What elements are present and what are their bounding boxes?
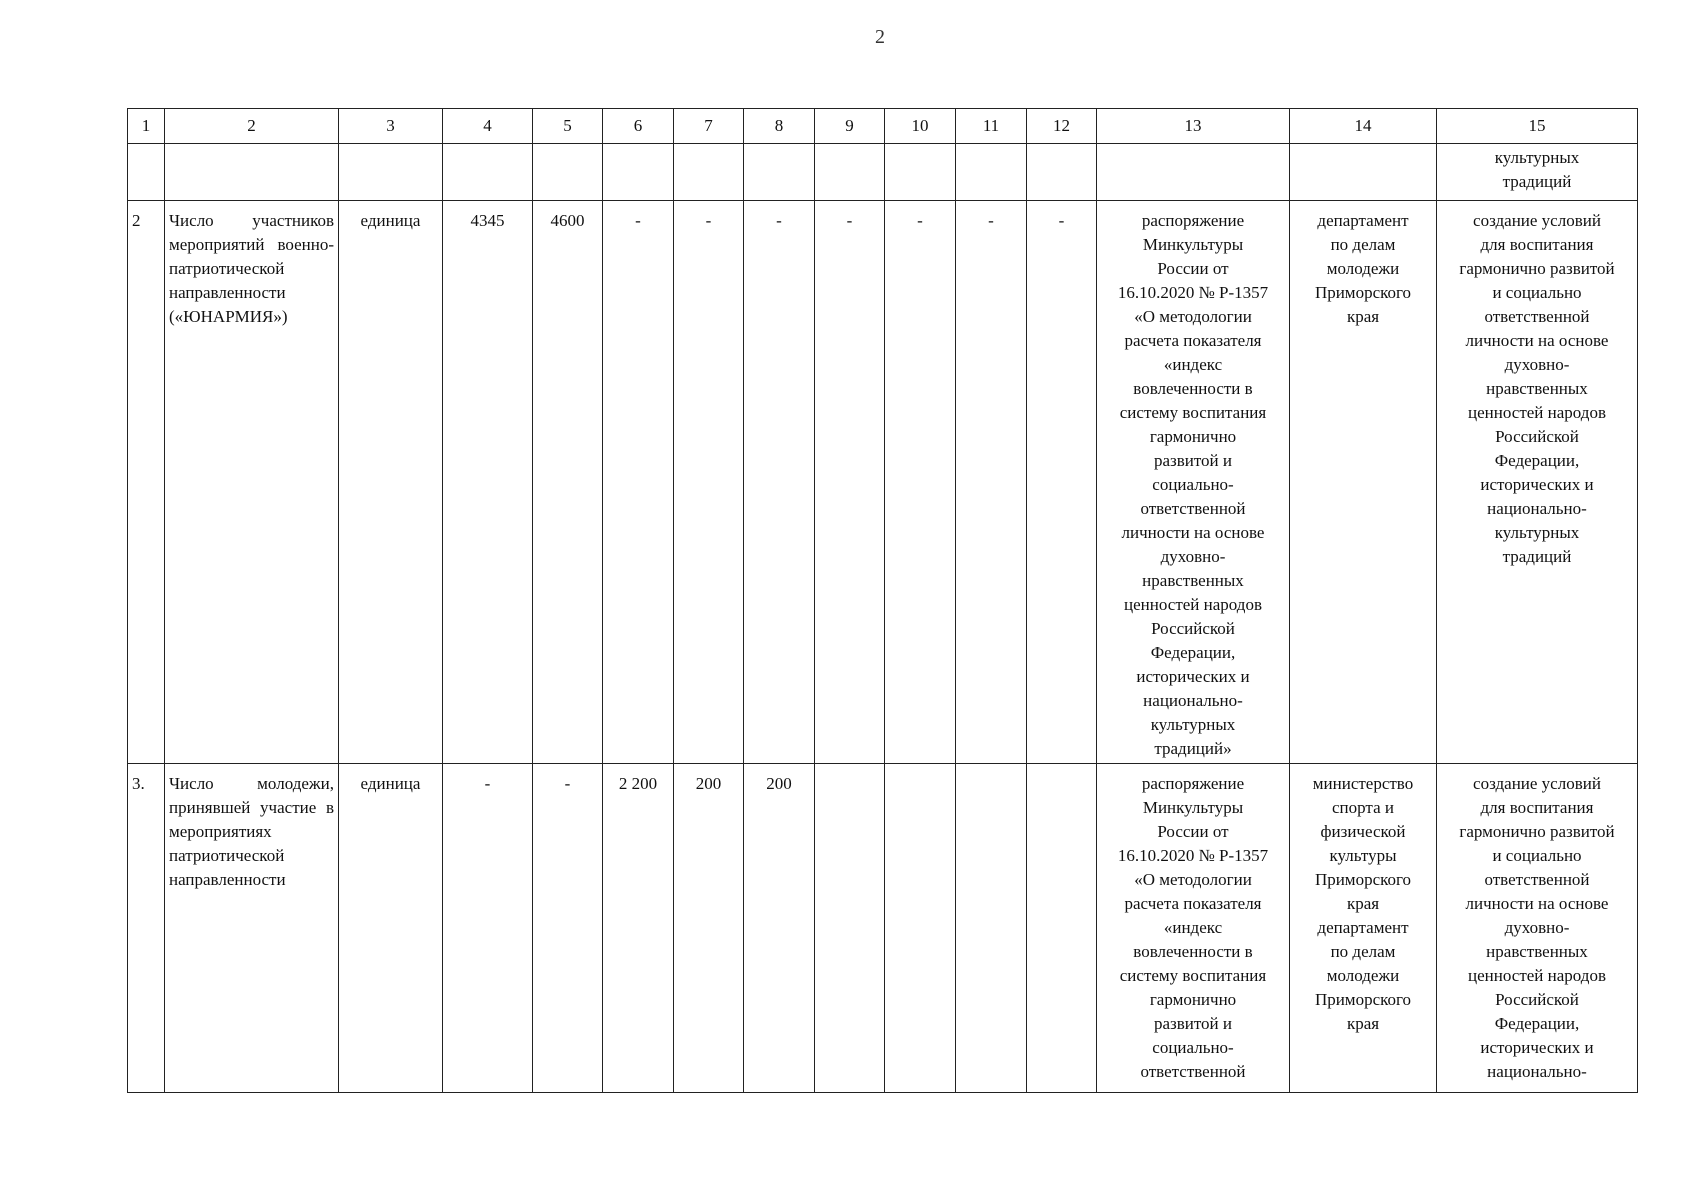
value-cell: - bbox=[443, 764, 533, 1093]
header-cell: 15 bbox=[1437, 109, 1638, 144]
value-cell bbox=[1027, 764, 1097, 1093]
value-cell: - bbox=[815, 201, 885, 764]
indicators-table bbox=[127, 108, 1638, 1093]
header-cell: 1 bbox=[128, 109, 165, 144]
value-cell: - bbox=[1027, 201, 1097, 764]
goal-cell: создание условий для воспитания гармонично развитой и социально ответственной личности на основе духовно- нравственных ценностей народов Российской Федерации, исторических и национально- культурных традиций bbox=[1437, 201, 1638, 764]
table-cell bbox=[533, 144, 603, 201]
value-cell: - bbox=[956, 201, 1027, 764]
responsible-cell: министерство спорта и физической культуры Приморского края департамент по делам молодежи Приморского края bbox=[1290, 764, 1437, 1093]
value-cell: - bbox=[533, 764, 603, 1093]
responsible-cell: департамент по делам молодежи Приморского края bbox=[1290, 201, 1437, 764]
table-cell bbox=[443, 144, 533, 201]
table-cell bbox=[603, 144, 674, 201]
header-cell: 12 bbox=[1027, 109, 1097, 144]
header-cell: 9 bbox=[815, 109, 885, 144]
table-cell bbox=[1027, 144, 1097, 201]
header-cell: 10 bbox=[885, 109, 956, 144]
table-cell bbox=[128, 144, 165, 201]
basis-cell: распоряжение Минкультуры России от 16.10.2020 № Р-1357 «О методологии расчета показателя «индекс вовлеченности в систему воспитания гармонично развитой и социально- ответственной bbox=[1097, 764, 1290, 1093]
indicator-name-cell: Число участников мероприятий военно-патриотической направленности («ЮНАРМИЯ») bbox=[165, 201, 339, 764]
table-cell bbox=[674, 144, 744, 201]
value-cell: - bbox=[885, 201, 956, 764]
header-cell: 14 bbox=[1290, 109, 1437, 144]
value-cell: 200 bbox=[744, 764, 815, 1093]
row-number-cell: 3. bbox=[128, 764, 165, 1093]
row-number-cell: 2 bbox=[128, 201, 165, 764]
value-cell: 4600 bbox=[533, 201, 603, 764]
header-cell: 3 bbox=[339, 109, 443, 144]
table-cell bbox=[744, 144, 815, 201]
value-cell bbox=[885, 764, 956, 1093]
page-number: 2 bbox=[875, 26, 885, 48]
table-row bbox=[128, 764, 1638, 1093]
header-cell: 13 bbox=[1097, 109, 1290, 144]
value-cell: 4345 bbox=[443, 201, 533, 764]
header-cell: 8 bbox=[744, 109, 815, 144]
header-cell: 11 bbox=[956, 109, 1027, 144]
value-cell bbox=[815, 764, 885, 1093]
unit-cell: единица bbox=[339, 201, 443, 764]
unit-cell: единица bbox=[339, 764, 443, 1093]
indicator-name-cell: Число молодежи, принявшей участие в мероприятиях патриотической направленности bbox=[165, 764, 339, 1093]
header-cell: 4 bbox=[443, 109, 533, 144]
header-cell: 5 bbox=[533, 109, 603, 144]
value-cell: 200 bbox=[674, 764, 744, 1093]
table-cell bbox=[1097, 144, 1290, 201]
header-cell: 7 bbox=[674, 109, 744, 144]
continuation-row bbox=[128, 144, 1638, 201]
basis-cell: распоряжение Минкультуры России от 16.10.2020 № Р-1357 «О методологии расчета показателя «индекс вовлеченности в систему воспитания гармонично развитой и социально- ответственной личности на основе духовно- нравственных ценностей народов Российской Федерации, исторических и национально- культурных традиций» bbox=[1097, 201, 1290, 764]
value-cell: - bbox=[603, 201, 674, 764]
table-header-row bbox=[128, 109, 1638, 144]
value-cell: - bbox=[744, 201, 815, 764]
header-cell: 2 bbox=[165, 109, 339, 144]
table-cell bbox=[339, 144, 443, 201]
value-cell: 2 200 bbox=[603, 764, 674, 1093]
goal-cell: создание условий для воспитания гармонично развитой и социально ответственной личности на основе духовно- нравственных ценностей народов Российской Федерации, исторических и национально- bbox=[1437, 764, 1638, 1093]
table-cell bbox=[956, 144, 1027, 201]
header-cell: 6 bbox=[603, 109, 674, 144]
table-cell bbox=[1290, 144, 1437, 201]
table-cell bbox=[815, 144, 885, 201]
table-cell bbox=[885, 144, 956, 201]
goal-cell: культурных традиций bbox=[1437, 144, 1638, 201]
value-cell: - bbox=[674, 201, 744, 764]
table-cell bbox=[165, 144, 339, 201]
value-cell bbox=[956, 764, 1027, 1093]
table-row bbox=[128, 201, 1638, 764]
